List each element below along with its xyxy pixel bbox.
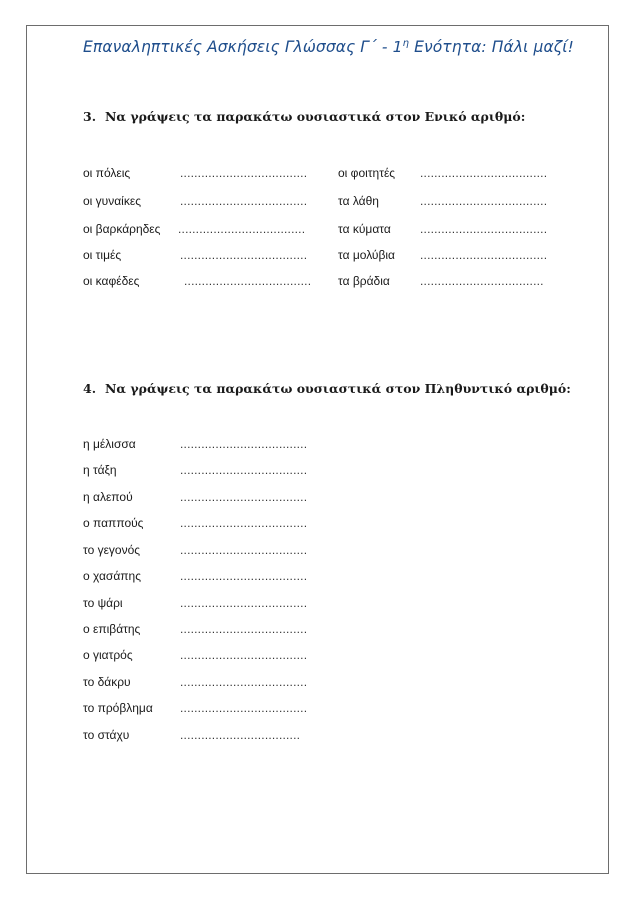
plural-word: οι πόλεις [83, 166, 131, 180]
answer-blank[interactable]: .................................... [180, 437, 308, 451]
plural-word: τα βράδια [338, 274, 390, 288]
plural-word: τα μολύβια [338, 248, 395, 262]
exercise-instruction: Να γράψεις τα παρακάτω ουσιαστικά στον Πληθυντικό αριθμό: [105, 381, 571, 396]
singular-word: η τάξη [83, 463, 117, 477]
singular-word: το στάχυ [83, 728, 130, 742]
answer-blank[interactable]: .................................... [180, 248, 308, 262]
exercise-3-heading [83, 109, 525, 124]
answer-blank[interactable]: .................................... [180, 675, 308, 689]
exercise-4-heading [83, 381, 571, 396]
answer-blank[interactable]: .................................... [420, 194, 548, 208]
answer-blank[interactable]: .................................... [178, 222, 306, 236]
singular-word: το πρόβλημα [83, 701, 153, 715]
singular-word: το δάκρυ [83, 675, 131, 689]
singular-word: ο επιβάτης [83, 622, 141, 636]
title-rest: Ενότητα: Πάλι μαζί! [409, 38, 574, 56]
plural-word: οι γυναίκες [83, 194, 141, 208]
answer-blank[interactable]: .................................... [420, 166, 548, 180]
plural-word: οι τιμές [83, 248, 122, 262]
answer-blank[interactable]: .................................... [180, 648, 308, 662]
answer-blank[interactable]: .................................. [180, 728, 301, 742]
answer-blank[interactable]: .................................... [180, 569, 308, 583]
answer-blank[interactable]: .................................... [180, 490, 308, 504]
answer-blank[interactable]: .................................... [420, 222, 548, 236]
title-superscript: η [402, 37, 410, 49]
answer-blank[interactable]: .................................... [180, 596, 308, 610]
answer-blank[interactable]: .................................... [180, 622, 308, 636]
exercise-number: 3. [83, 109, 97, 124]
answer-blank[interactable]: ................................... [420, 274, 544, 288]
plural-word: οι καφέδες [83, 274, 140, 288]
plural-word: τα λάθη [338, 194, 379, 208]
answer-blank[interactable]: .................................... [420, 248, 548, 262]
answer-blank[interactable]: .................................... [184, 274, 312, 288]
plural-word: οι βαρκάρηδες [83, 222, 161, 236]
singular-word: το γεγονός [83, 543, 141, 557]
answer-blank[interactable]: .................................... [180, 516, 308, 530]
plural-word: οι φοιτητές [338, 166, 396, 180]
title-main: Επαναληπτικές Ασκήσεις Γλώσσας Γ΄ - 1 [83, 38, 403, 56]
answer-blank[interactable]: .................................... [180, 543, 308, 557]
plural-word: τα κύματα [338, 222, 391, 236]
singular-word: ο γιατρός [83, 648, 133, 662]
singular-word: η μέλισσα [83, 437, 136, 451]
singular-word: ο χασάπης [83, 569, 142, 583]
answer-blank[interactable]: .................................... [180, 194, 308, 208]
answer-blank[interactable]: .................................... [180, 701, 308, 715]
exercise-instruction: Να γράψεις τα παρακάτω ουσιαστικά στον Ενικό αριθμό: [105, 109, 526, 124]
answer-blank[interactable]: .................................... [180, 463, 308, 477]
exercise-number: 4. [83, 381, 97, 396]
worksheet-title [83, 38, 574, 56]
singular-word: ο παππούς [83, 516, 144, 530]
singular-word: το ψάρι [83, 596, 123, 610]
answer-blank[interactable]: .................................... [180, 166, 308, 180]
singular-word: η αλεπού [83, 490, 133, 504]
